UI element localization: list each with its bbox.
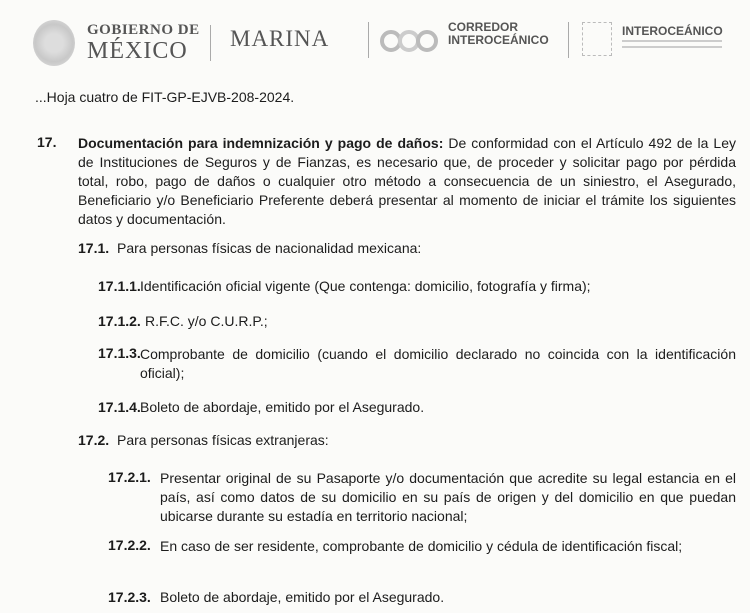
section-number: 17. (37, 134, 57, 150)
item-text: Presentar original de su Pasaporte y/o documentación que acredite su legal estancia en el país, así como datos de su domicilio en su país de origen y del domicilio en que puedan ubicarse durante su estadía en territorio nacional; (160, 470, 736, 524)
item-text: Boleto de abordaje, emitido por el Asegurado. (160, 589, 445, 605)
item-number: 17.2.1. (108, 469, 151, 485)
section-17-paragraph (78, 134, 736, 229)
divider (210, 25, 211, 61)
item-text: En caso de ser residente, comprobante de domicilio y cédula de identificación fiscal; (160, 538, 683, 554)
gobierno-logo-line1: GOBIERNO DE (87, 22, 200, 38)
section-title: Documentación para indemnización y pago de daños: (78, 135, 444, 151)
item-text: Comprobante de domicilio (cuando el domicilio declarado no coincida con la identificación oficial); (140, 346, 736, 381)
item-text: R.F.C. y/o C.U.R.P.; (145, 313, 268, 329)
page-reference: ...Hoja cuatro de FIT-GP-EJVB-208-2024. (35, 89, 295, 105)
corredor-logo-icon (380, 30, 438, 52)
item-number: 17.1.4. (98, 399, 141, 415)
logo-subtext-decoration (622, 40, 722, 42)
interoceanico-logo: INTEROCEÁNICO (622, 24, 723, 38)
mexico-seal-logo (33, 20, 75, 66)
item-number: 17.1.2. (98, 313, 141, 329)
item-number: 17.2.3. (108, 589, 151, 605)
item-number: 17.2.2. (108, 537, 151, 553)
logo-subtext-decoration (622, 46, 722, 48)
subsection-number: 17.2. (78, 432, 110, 448)
item-text: Boleto de abordaje, emitido por el Asegurado. (140, 399, 425, 415)
interoceanico-logo-icon (582, 22, 612, 56)
section-body: De conformidad con el Artículo 492 de la Ley de Instituciones de Seguros y de Fianzas, es necesario que, de proceder y solicitar pago por pérdida total, robo, pago de daños o cualquier otro método a consecuencia de un siniestro, el Asegurado, Beneficiario y/o Beneficiario Preferente deberá presentar al momento de iniciar el trámite los siguientes datos y documentación. (78, 135, 736, 227)
subsection-text: Para personas físicas de nacionalidad mexicana: (117, 240, 422, 256)
marina-logo: MARINA (230, 26, 330, 51)
item-text: Identificación oficial vigente (Que contenga: domicilio, fotografía y firma); (140, 278, 591, 294)
divider (368, 22, 369, 58)
item-number: 17.1.3. (98, 345, 141, 361)
corredor-logo-line1: CORREDOR (448, 20, 519, 34)
subsection-text: Para personas físicas extranjeras: (117, 432, 329, 448)
divider (568, 22, 569, 58)
corredor-logo-line2: INTEROCEÁNICO (448, 33, 549, 47)
gobierno-logo-line2: MÉXICO (87, 38, 188, 64)
subsection-number: 17.1. (78, 240, 110, 256)
item-number: 17.1.1. (98, 278, 141, 294)
